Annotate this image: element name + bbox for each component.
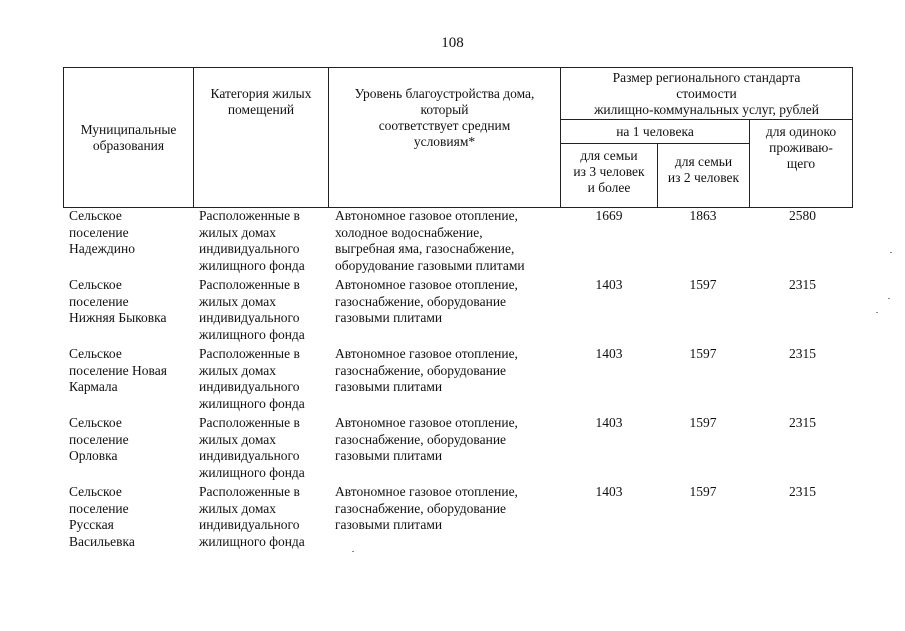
family3-value: 1403 [595, 346, 623, 361]
header-family2: для семьи из 2 человек [658, 144, 750, 208]
category-cell: Расположенные в жилых домах индивидуального жилищного фонда [199, 415, 305, 480]
table-header [63, 67, 853, 208]
header-category: Категория жилых помещений [194, 68, 329, 208]
category-cell: Расположенные в жилых домах индивидуального жилищного фонда [199, 277, 305, 342]
level-cell: Автономное газовое отопление, газоснабжение, оборудование газовыми плитами [335, 415, 518, 463]
single-value: 2315 [789, 277, 816, 292]
single-value: 2315 [789, 415, 816, 430]
family2-value: 1597 [689, 346, 717, 361]
municipality-cell: Сельское поселение Новая Кармала [69, 346, 167, 394]
family3-value: 1403 [595, 277, 623, 292]
municipality-cell: Сельское поселение Русская Васильевка [69, 484, 135, 549]
header-single: для одиноко проживаю- щего [750, 120, 853, 208]
level-cell: Автономное газовое отопление, холодное водоснабжение, выгребная яма, газоснабжение, оборудование газовыми плитами [335, 208, 525, 273]
family3-value: 1669 [595, 208, 623, 223]
header-per-person: на 1 человека [561, 120, 750, 144]
single-value: 2315 [789, 346, 816, 361]
page-number: 108 [441, 35, 464, 51]
level-cell: Автономное газовое отопление, газоснабжение, оборудование газовыми плитами [335, 346, 518, 394]
family3-value: 1403 [595, 484, 623, 499]
family2-value: 1863 [689, 208, 717, 223]
header-family3: для семьи из 3 человек и более [561, 144, 658, 208]
family3-value: 1403 [595, 415, 623, 430]
table-row [63, 277, 852, 346]
category-cell: Расположенные в жилых домах индивидуального жилищного фонда [199, 484, 305, 549]
family2-value: 1597 [689, 484, 717, 499]
single-value: 2315 [789, 484, 816, 499]
municipality-cell: Сельское поселение Нижняя Быковка [69, 277, 167, 325]
municipality-cell: Сельское поселение Надеждино [69, 208, 135, 256]
table-row [63, 415, 852, 484]
header-municipalities: Муниципальные образования [64, 68, 194, 208]
family2-value: 1597 [689, 277, 717, 292]
table-row [63, 346, 852, 415]
category-cell: Расположенные в жилых домах индивидуального жилищного фонда [199, 208, 305, 273]
header-standard-size: Размер регионального стандарта стоимости жилищно-коммунальных услуг, рублей [561, 68, 853, 120]
single-value: 2580 [789, 208, 816, 223]
level-cell: Автономное газовое отопление, газоснабжение, оборудование газовыми плитами [335, 484, 518, 532]
family2-value: 1597 [689, 415, 717, 430]
category-cell: Расположенные в жилых домах индивидуального жилищного фонда [199, 346, 305, 411]
table-body [63, 208, 852, 553]
table-row [63, 208, 852, 277]
level-cell: Автономное газовое отопление, газоснабжение, оборудование газовыми плитами [335, 277, 518, 325]
table-row [63, 484, 852, 553]
header-level: Уровень благоустройства дома, который соответствует средним условиям* [329, 68, 561, 208]
municipality-cell: Сельское поселение Орловка [69, 415, 129, 463]
